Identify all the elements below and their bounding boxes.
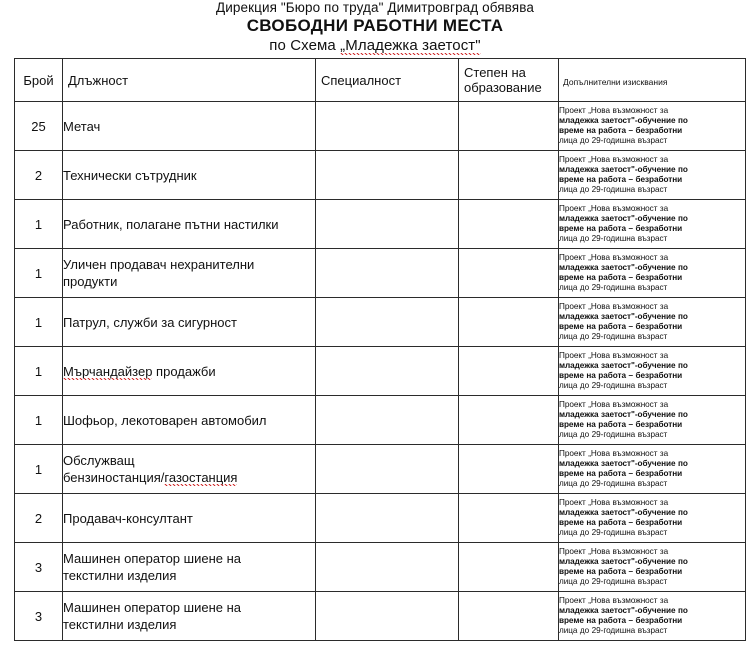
requirements-text-line: време на работа – безработни: [559, 469, 683, 478]
cell-education: [459, 543, 559, 592]
cell-additional-requirements: [559, 445, 746, 494]
position-title-line: текстилни изделия: [63, 617, 177, 632]
requirements-text: [559, 498, 745, 538]
heading-scheme-prefix: по Схема: [269, 37, 341, 54]
table-row: [15, 347, 746, 396]
cell-additional-requirements: [559, 102, 746, 151]
cell-additional-requirements: [559, 298, 746, 347]
position-title-line: Обслужващ: [63, 453, 135, 468]
cell-education: [459, 592, 559, 641]
requirements-text-line: време на работа – безработни: [559, 518, 683, 527]
requirements-text-line: време на работа – безработни: [559, 420, 683, 429]
cell-speciality: [316, 347, 459, 396]
cell-position-title: [63, 592, 316, 641]
table-body: [15, 102, 746, 641]
table-row: [15, 102, 746, 151]
table-row: [15, 151, 746, 200]
requirements-text-line: Проект „Нова възможност за: [559, 155, 669, 165]
cell-position-title: [63, 347, 316, 396]
cell-count: 3: [15, 543, 63, 592]
column-header-education: [459, 59, 559, 102]
requirements-text-line: лица до 29-годишна възраст: [559, 184, 668, 194]
cell-education: [459, 298, 559, 347]
vacancies-table-wrapper: [14, 58, 745, 641]
column-header-count: Брой: [15, 59, 63, 102]
requirements-text: [559, 204, 745, 244]
requirements-text: [559, 596, 745, 636]
vacancies-table: [14, 58, 746, 641]
requirements-text-line: младежка заетост"-обучение по: [559, 116, 688, 126]
table-row: [15, 396, 746, 445]
cell-position-title: [63, 249, 316, 298]
table-row: [15, 298, 746, 347]
heading-scheme-name: „Младежка заетост": [340, 37, 481, 54]
cell-additional-requirements: [559, 494, 746, 543]
cell-position-title: [63, 151, 316, 200]
requirements-text-line: младежка заетост"-обучение по: [559, 361, 688, 371]
cell-additional-requirements: [559, 396, 746, 445]
cell-speciality: [316, 494, 459, 543]
requirements-text-line: младежка заетост"-обучение по: [559, 459, 688, 469]
spellcheck-word: газостанция: [164, 470, 238, 485]
position-title-line: Мърчандайзер продажби: [63, 363, 216, 379]
cell-additional-requirements: [559, 151, 746, 200]
requirements-text-line: Проект „Нова възможност за: [559, 253, 669, 263]
requirements-text: [559, 253, 745, 293]
cell-count: 1: [15, 445, 63, 494]
requirements-text-line: лица до 29-годишна възраст: [559, 282, 668, 292]
column-header-education-line1: Степен на: [464, 65, 526, 80]
requirements-text-line: Проект „Нова възможност за: [559, 351, 669, 361]
position-title-line: Работник, полагане пътни настилки: [63, 216, 279, 232]
requirements-text-line: време на работа – безработни: [559, 567, 683, 576]
cell-education: [459, 445, 559, 494]
requirements-text-line: време на работа – безработни: [559, 371, 683, 380]
document-heading: [0, 0, 750, 55]
column-header-position: Длъжност: [63, 59, 316, 102]
cell-position-title: [63, 298, 316, 347]
cell-position-title: [63, 494, 316, 543]
cell-speciality: [316, 200, 459, 249]
requirements-text-line: Проект „Нова възможност за: [559, 449, 669, 459]
cell-position-title: [63, 396, 316, 445]
requirements-text-line: време на работа – безработни: [559, 175, 683, 184]
cell-speciality: [316, 396, 459, 445]
requirements-text: [559, 351, 745, 391]
cell-education: [459, 396, 559, 445]
position-title-line: Патрул, служби за сигурност: [63, 314, 237, 330]
requirements-text: [559, 449, 745, 489]
table-row: [15, 543, 746, 592]
requirements-text-line: Проект „Нова възможност за: [559, 106, 669, 116]
position-title-line: текстилни изделия: [63, 568, 177, 583]
spellcheck-word: Мърчандайзер: [63, 363, 153, 379]
cell-additional-requirements: [559, 592, 746, 641]
requirements-text-line: лица до 29-годишна възраст: [559, 380, 668, 390]
position-title-line: продукти: [63, 274, 118, 289]
requirements-text-line: младежка заетост"-обучение по: [559, 312, 688, 322]
requirements-text-line: Проект „Нова възможност за: [559, 204, 669, 214]
position-title-line: Продавач-консултант: [63, 510, 193, 526]
cell-education: [459, 347, 559, 396]
cell-education: [459, 102, 559, 151]
table-header: [15, 59, 746, 102]
table-row: [15, 494, 746, 543]
cell-position-title: [63, 200, 316, 249]
cell-count: 25: [15, 102, 63, 151]
requirements-text-line: време на работа – безработни: [559, 224, 683, 233]
cell-education: [459, 249, 559, 298]
requirements-text: [559, 155, 745, 195]
requirements-text: [559, 400, 745, 440]
requirements-text: [559, 547, 745, 587]
position-title-line: Метач: [63, 118, 101, 134]
cell-education: [459, 200, 559, 249]
cell-count: 1: [15, 298, 63, 347]
requirements-text-line: младежка заетост"-обучение по: [559, 165, 688, 175]
requirements-text: [559, 302, 745, 342]
table-header-row: [15, 59, 746, 102]
requirements-text-line: Проект „Нова възможност за: [559, 498, 669, 508]
position-title-line: Машинен оператор шиене на: [63, 600, 242, 615]
requirements-text-line: лица до 29-годишна възраст: [559, 527, 668, 537]
cell-speciality: [316, 445, 459, 494]
heading-office-line: Дирекция "Бюро по труда" Димитровград обявява: [216, 0, 534, 15]
column-header-requirements: Допълнителни изисквания: [559, 59, 746, 102]
requirements-text-line: младежка заетост"-обучение по: [559, 606, 688, 616]
cell-additional-requirements: [559, 249, 746, 298]
requirements-text-line: време на работа – безработни: [559, 126, 683, 135]
cell-additional-requirements: [559, 543, 746, 592]
requirements-text-line: лица до 29-годишна възраст: [559, 429, 668, 439]
requirements-text-line: младежка заетост"-обучение по: [559, 410, 688, 420]
requirements-text: [559, 106, 745, 146]
requirements-text-line: Проект „Нова възможност за: [559, 596, 669, 606]
requirements-text-line: младежка заетост"-обучение по: [559, 508, 688, 518]
requirements-text-line: младежка заетост"-обучение по: [559, 263, 688, 273]
position-title-line: Технически сътрудник: [63, 167, 197, 183]
cell-position-title: [63, 543, 316, 592]
cell-education: [459, 151, 559, 200]
requirements-text-line: младежка заетост"-обучение по: [559, 214, 688, 224]
cell-position-title: [63, 102, 316, 151]
cell-count: 2: [15, 151, 63, 200]
cell-speciality: [316, 298, 459, 347]
requirements-text-line: лица до 29-годишна възраст: [559, 135, 668, 145]
requirements-text-line: Проект „Нова възможност за: [559, 302, 669, 312]
cell-count: 1: [15, 249, 63, 298]
requirements-text-line: време на работа – безработни: [559, 322, 683, 331]
requirements-text-line: младежка заетост"-обучение по: [559, 557, 688, 567]
cell-speciality: [316, 102, 459, 151]
cell-additional-requirements: [559, 200, 746, 249]
cell-count: 2: [15, 494, 63, 543]
requirements-text-line: лица до 29-годишна възраст: [559, 478, 668, 488]
requirements-text-line: лица до 29-годишна възраст: [559, 576, 668, 586]
heading-main-title: СВОБОДНИ РАБОТНИ МЕСТА: [246, 16, 504, 35]
table-row: [15, 249, 746, 298]
table-row: [15, 200, 746, 249]
position-title-line: Уличен продавач нехранителни: [63, 257, 255, 272]
cell-speciality: [316, 151, 459, 200]
requirements-text-line: време на работа – безработни: [559, 616, 683, 625]
table-row: [15, 445, 746, 494]
cell-additional-requirements: [559, 347, 746, 396]
cell-speciality: [316, 249, 459, 298]
requirements-text-line: лица до 29-годишна възраст: [559, 625, 668, 635]
requirements-text-line: време на работа – безработни: [559, 273, 683, 282]
position-title-line: бензиностанция/газостанция: [63, 470, 238, 485]
column-header-speciality: Специалност: [316, 59, 459, 102]
cell-count: 3: [15, 592, 63, 641]
table-row: [15, 592, 746, 641]
cell-position-title: [63, 445, 316, 494]
requirements-text-line: Проект „Нова възможност за: [559, 400, 669, 410]
cell-count: 1: [15, 347, 63, 396]
requirements-text-line: лица до 29-годишна възраст: [559, 331, 668, 341]
cell-education: [459, 494, 559, 543]
column-header-education-line2: образование: [464, 80, 542, 95]
requirements-text-line: Проект „Нова възможност за: [559, 547, 669, 557]
cell-speciality: [316, 543, 459, 592]
requirements-text-line: лица до 29-годишна възраст: [559, 233, 668, 243]
cell-speciality: [316, 592, 459, 641]
position-title-line: Машинен оператор шиене на: [63, 551, 242, 566]
cell-count: 1: [15, 396, 63, 445]
cell-count: 1: [15, 200, 63, 249]
position-title-line: Шофьор, лекотоварен автомобил: [63, 412, 267, 428]
heading-scheme-line: [0, 36, 750, 55]
